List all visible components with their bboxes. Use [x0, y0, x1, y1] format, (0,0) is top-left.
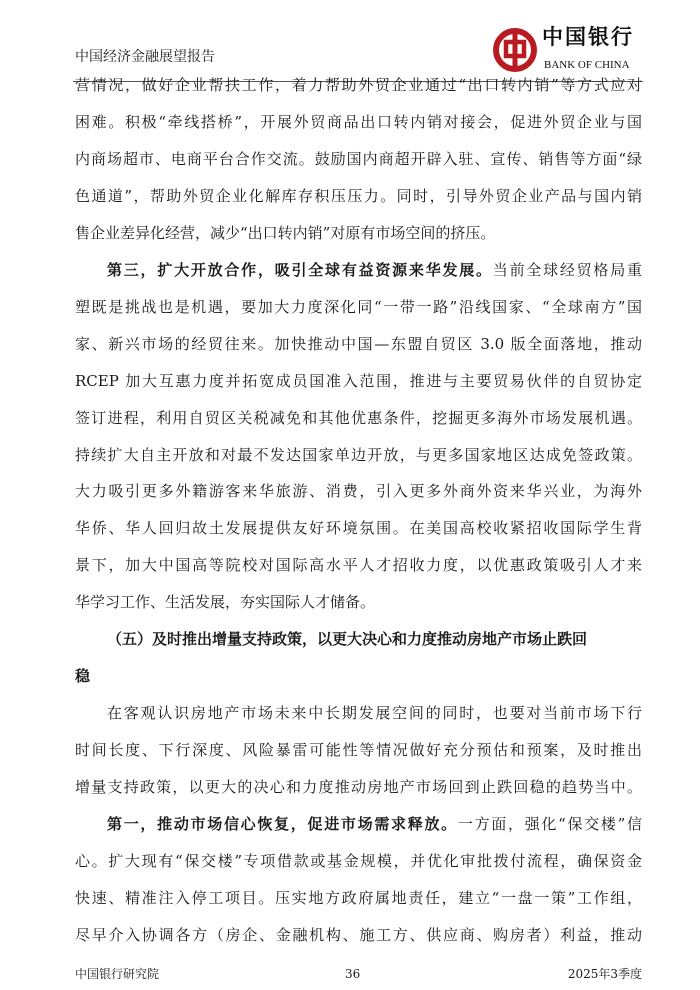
line-text: 色通道”，帮助外贸企业化解库存积压压力。同时，引导外贸企业产品与国内销	[75, 186, 642, 205]
text-line	[75, 732, 642, 769]
text-line	[75, 141, 642, 178]
text-line	[75, 473, 642, 510]
line-text: 营情况，做好企业帮扶工作，着力帮助外贸企业通过“出口转内销”等方式应对	[75, 76, 642, 94]
text-line	[75, 67, 642, 104]
text-line	[75, 215, 642, 252]
line-text: 持续扩大自主开放和对最不发达国家单边开放，与更多国家地区达成免签政策。	[75, 445, 642, 464]
text-line	[75, 621, 642, 658]
line-text: 华侨、华人回归故土发展提供友好环境氛围。在美国高校收紧招收国际学生背	[75, 519, 642, 538]
text-line	[75, 400, 642, 437]
line-text: 一方面，强化“保交楼”信	[457, 815, 642, 834]
line-text: 家、新兴市场的经贸往来。加快推动中国—东盟自贸区 3.0 版全面落地，推动	[75, 334, 642, 353]
text-line	[75, 252, 642, 289]
text-line	[75, 843, 642, 880]
line-text: 增量支持政策，以更大的决心和力度推动房地产市场回到止跌回稳的趋势当中。	[75, 778, 642, 797]
bold-lead-text: 稳	[75, 667, 91, 686]
text-line	[75, 437, 642, 474]
line-text: 在客观认识房地产市场未来中长期发展空间的同时，也要对当前市场下行	[107, 704, 642, 723]
text-line	[75, 104, 642, 141]
document-body	[75, 67, 642, 954]
line-text: 心。扩大现有“保交楼”专项借款或基金规模，并优化审批拨付流程，确保资金	[75, 852, 642, 871]
logo-english-text: BANK OF CHINA	[544, 59, 630, 71]
line-text: 大力吸引更多外籍游客来华旅游、消费，引入更多外商外资来华兴业，为海外	[75, 482, 642, 501]
logo-chinese-text: 中国银行	[542, 24, 634, 49]
text-line	[75, 326, 642, 363]
line-text: 签订进程，利用自贸区关税减免和其他优惠条件，挖掘更多海外市场发展机遇。	[75, 408, 642, 427]
page-number: 36	[345, 967, 361, 981]
line-text: 华学习工作、生活发展，夯实国际人才储备。	[75, 593, 376, 612]
text-line	[75, 289, 642, 326]
report-title: 中国经济金融展望报告	[75, 49, 215, 65]
text-line	[75, 363, 642, 400]
footer-org: 中国银行研究院	[75, 967, 160, 981]
bold-lead-text: 第一，推动市场信心恢复，促进市场需求释放。	[107, 815, 458, 834]
text-line	[75, 695, 642, 732]
text-line	[75, 510, 642, 547]
text-line	[75, 917, 642, 954]
text-line	[75, 806, 642, 843]
bold-lead-text: （五）及时推出增量支持政策，以更大决心和力度推动房地产市场止跌回	[107, 630, 588, 649]
line-text: 塑既是挑战也是机遇，要加大力度深化同“一带一路”沿线国家、“全球南方”国	[75, 297, 642, 316]
text-line	[75, 658, 642, 695]
line-text: RCEP 加大互惠力度并拓宽成员国准入范围，推进与主要贸易伙伴的自贸协定	[75, 371, 642, 390]
text-line	[75, 769, 642, 806]
line-text: 困难。积极“牵线搭桥”，开展外贸商品出口转内销对接会，促进外贸企业与国	[75, 112, 642, 131]
line-text: 快速、精准注入停工项目。压实地方政府属地责任，建立“一盘一策”工作组，	[75, 888, 642, 907]
footer-period: 2025年3季度	[567, 967, 642, 981]
line-text: 尽早介入协调各方（房企、金融机构、施工方、供应商、购房者）利益，推动	[75, 925, 642, 944]
line-text: 时间长度、下行深度、风险暴雷可能性等情况做好充分预估和预案，及时推出	[75, 741, 642, 760]
line-text: 售企业差异化经营，减少“出口转内销”对原有市场空间的挤压。	[75, 223, 496, 242]
line-text: 内商场超市、电商平台合作交流。鼓励国内商超开辟入驻、宣传、销售等方面“绿	[75, 149, 642, 168]
bold-lead-text: 第三，扩大开放合作，吸引全球有益资源来华发展。	[107, 260, 493, 279]
line-text: 当前全球经贸格局重	[492, 260, 642, 279]
text-line	[75, 584, 642, 621]
line-text: 景下，加大中国高等院校对国际高水平人才招收力度，以优惠政策吸引人才来	[75, 556, 642, 575]
text-line	[75, 547, 642, 584]
text-line	[75, 880, 642, 917]
text-line	[75, 178, 642, 215]
